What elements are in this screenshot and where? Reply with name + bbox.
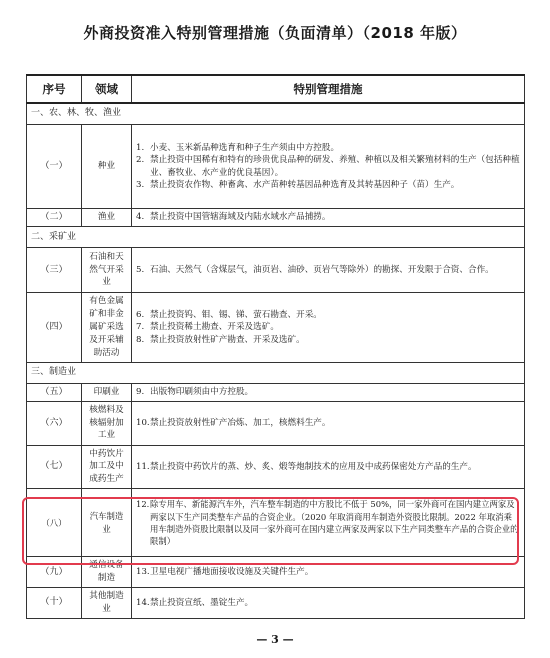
- category-label: 二、采矿业: [27, 227, 525, 248]
- row-field: 汽车制造业: [82, 489, 132, 557]
- table-row: [27, 248, 525, 293]
- table-row: [27, 489, 525, 557]
- measure-item: [136, 566, 520, 578]
- row-measures: [132, 557, 525, 588]
- row-measures: [132, 248, 525, 293]
- row-serial-number: （六）: [27, 401, 82, 445]
- row-field: 通信设备制造: [82, 557, 132, 588]
- measure-item: [136, 154, 520, 179]
- measure-text: 禁止投资宣纸、墨锭生产。: [150, 597, 254, 608]
- measure-item: [136, 142, 520, 154]
- row-field: 石油和天然气开采业: [82, 248, 132, 293]
- table-row: [27, 293, 525, 362]
- row-measures: [132, 401, 525, 445]
- measure-number: 1.: [136, 142, 145, 153]
- measure-number: 7.: [136, 322, 145, 333]
- row-measures: [132, 383, 525, 401]
- category-label: 一、农、林、牧、渔业: [27, 103, 525, 125]
- header-field: 领域: [82, 75, 132, 103]
- measure-text: 禁止投资钨、钼、锡、锑、萤石勘查、开采。: [150, 309, 322, 320]
- measure-text: 禁止投资放射性矿产勘查、开采及选矿。: [150, 334, 305, 345]
- measure-item: [136, 461, 520, 473]
- category-row: [27, 362, 525, 383]
- row-measures: [132, 125, 525, 209]
- measure-number: 12.: [136, 499, 150, 510]
- row-field: 其他制造业: [82, 588, 132, 619]
- measure-text: 除专用车、新能源汽车外，汽车整车制造的中方股比不低于 50%，同一家外商可在国内建立两家及两家以下生产同类整车产品的合资企业。（2020 年取消商用车制造外资股比限制。2022 年取消乘用车制造外资股比限制以及同一家外商可在国内建立两家及两家以下生产同类整车产品的合资企业的限制）: [150, 499, 519, 546]
- row-measures: [132, 588, 525, 619]
- header-serial-number: 序号: [27, 75, 82, 103]
- measure-number: 11.: [136, 461, 150, 472]
- table-row: [27, 557, 525, 588]
- measure-number: 3.: [136, 179, 145, 190]
- category-label: 三、制造业: [27, 362, 525, 383]
- page-number: — 3 —: [256, 633, 294, 646]
- table-row: [27, 401, 525, 445]
- measure-text: 小麦、玉米新品种选育和种子生产须由中方控股。: [150, 142, 340, 153]
- row-serial-number: （三）: [27, 248, 82, 293]
- measure-text: 出版物印刷须由中方控股。: [150, 386, 254, 397]
- measure-number: 5.: [136, 264, 145, 275]
- measure-text: 禁止投资中药饮片的蒸、炒、炙、煅等炮制技术的应用及中成药保密处方产品的生产。: [150, 461, 477, 472]
- measure-item: [136, 334, 520, 346]
- measure-number: 10.: [136, 417, 150, 428]
- table-row: [27, 383, 525, 401]
- measure-text: 禁止投资中国管辖海域及内陆水域水产品捕捞。: [150, 212, 331, 223]
- measure-item: [136, 597, 520, 609]
- table-row: [27, 125, 525, 209]
- measure-number: 14.: [136, 597, 150, 608]
- measure-number: 6.: [136, 309, 145, 320]
- measure-item: [136, 417, 520, 429]
- header-measures: 特别管理措施: [132, 75, 525, 103]
- table-body: [27, 103, 525, 618]
- measure-item: [136, 309, 520, 321]
- measure-text: 石油、天然气（含煤层气，油页岩、油砂、页岩气等除外）的勘探、开发限于合资、合作。: [150, 264, 494, 275]
- measure-item: [136, 264, 520, 276]
- row-field: 种业: [82, 125, 132, 209]
- row-serial-number: （四）: [27, 293, 82, 362]
- measure-number: 9.: [136, 386, 145, 397]
- table-header-row: [27, 75, 525, 103]
- row-serial-number: （八）: [27, 489, 82, 557]
- row-measures: [132, 209, 525, 227]
- measure-number: 13.: [136, 566, 150, 577]
- measure-text: 禁止投资中国稀有和特有的珍贵优良品种的研发、养殖、种植以及相关繁殖材料的生产（包括种植业、畜牧业、水产业的优良基因）。: [150, 155, 520, 178]
- measure-item: [136, 321, 520, 333]
- row-measures: [132, 445, 525, 489]
- row-field: 有色金属矿和非金属矿采选及开采辅助活动: [82, 293, 132, 362]
- row-serial-number: （七）: [27, 445, 82, 489]
- table-row: [27, 588, 525, 619]
- measure-text: 禁止投资稀土勘查、开采及选矿。: [150, 322, 279, 333]
- row-serial-number: （一）: [27, 125, 82, 209]
- category-row: [27, 103, 525, 125]
- measure-item: [136, 179, 520, 191]
- row-field: 印刷业: [82, 383, 132, 401]
- row-serial-number: （二）: [27, 209, 82, 227]
- page-title: 外商投资准入特别管理措施（负面清单）（2018 年版）: [83, 24, 467, 42]
- row-serial-number: （五）: [27, 383, 82, 401]
- category-row: [27, 227, 525, 248]
- measure-item: [136, 211, 520, 223]
- negative-list-table: [26, 74, 525, 619]
- measure-text: 禁止投资放射性矿产冶炼、加工，核燃料生产。: [150, 417, 331, 428]
- row-field: 核燃料及核辐射加工业: [82, 401, 132, 445]
- row-measures: [132, 489, 525, 557]
- table-row: [27, 445, 525, 489]
- row-serial-number: （九）: [27, 557, 82, 588]
- measure-number: 4.: [136, 212, 145, 223]
- measure-text: 禁止投资农作物、种畜禽、水产苗种转基因品种选育及其转基因种子（苗）生产。: [150, 179, 460, 190]
- measure-item: [136, 498, 520, 547]
- row-field: 中药饮片加工及中成药生产: [82, 445, 132, 489]
- measure-number: 8.: [136, 334, 145, 345]
- measure-number: 2.: [136, 155, 145, 166]
- table-row: [27, 209, 525, 227]
- measure-text: 卫星电视广播地面接收设施及关键件生产。: [150, 566, 314, 577]
- row-measures: [132, 293, 525, 362]
- measure-item: [136, 386, 520, 398]
- row-field: 渔业: [82, 209, 132, 227]
- row-serial-number: （十）: [27, 588, 82, 619]
